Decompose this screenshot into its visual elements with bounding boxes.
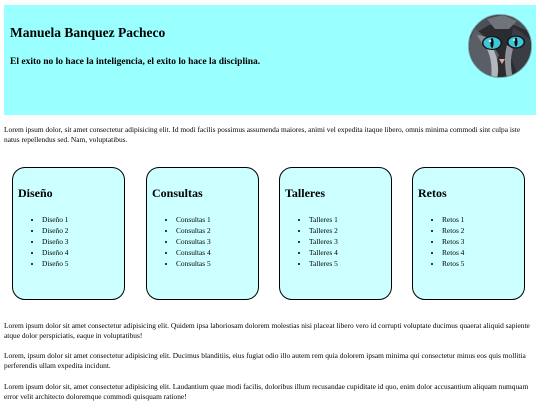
list-item: • Consultas 1 [176, 214, 211, 225]
list-item: • Consultas 2 [176, 225, 211, 236]
card-title: Consultas [152, 186, 203, 200]
cat-face-icon [469, 15, 532, 78]
list-item: • Consultas 3 [176, 236, 211, 247]
card-list [31, 214, 68, 269]
list-item: • Retos 3 [442, 236, 464, 247]
list-item: • Diseño 1 [42, 214, 68, 225]
list-item: • Talleres 4 [309, 247, 338, 258]
avatar [468, 14, 532, 78]
list-item: • Talleres 3 [309, 236, 338, 247]
list-item: • Retos 4 [442, 247, 464, 258]
profile-header [4, 5, 536, 115]
list-item: • Retos 2 [442, 225, 464, 236]
list-item: • Consultas 4 [176, 247, 211, 258]
card-list [298, 214, 338, 269]
service-card-retos [412, 167, 525, 300]
list-item: • Diseño 5 [42, 258, 68, 269]
card-list [165, 214, 211, 269]
card-list [431, 214, 464, 269]
body-paragraph-1: Lorem ipsum dolor sit amet consectetur adipisicing elit. Quidem ipsa laboriosam dolorem molestias nisi placeat libero vero id corrupti voluptate ducimus quaerat aliquid sapiente atque dolor perspiciatis, eaque in voluptatibus! [4, 321, 530, 340]
body-paragraph-3: Lorem ipsum dolor sit, amet consectetur adipisicing elit. Laudantium quae modi facilis, doloribus illum recusandae cupiditate id quo, enim dolor accusantium aliquam numquam error velit architecto doloremque commodi quisquam ratione! [4, 382, 529, 401]
list-item: • Retos 5 [442, 258, 464, 269]
list-item: • Retos 1 [442, 214, 464, 225]
service-card-diseno [12, 167, 125, 300]
profile-motto: El exito no lo hace la inteligencia, el exito lo hace la disciplina. [10, 57, 261, 67]
service-card-talleres [279, 167, 392, 300]
list-item: • Diseño 3 [42, 236, 68, 247]
list-item: • Consultas 5 [176, 258, 211, 269]
list-item: • Diseño 4 [42, 247, 68, 258]
list-item: • Talleres 2 [309, 225, 338, 236]
card-title: Talleres [285, 186, 326, 200]
list-item: • Diseño 2 [42, 225, 68, 236]
profile-name: Manuela Banquez Pacheco [10, 25, 166, 40]
card-title: Diseño [18, 186, 53, 200]
service-card-consultas [146, 167, 259, 300]
list-item: • Talleres 1 [309, 214, 338, 225]
card-title: Retos [418, 186, 447, 200]
intro-paragraph: Lorem ipsum dolor, sit amet consectetur adipisicing elit. Id modi facilis possimus assumenda maiores, animi vel expedita itaque libero, omnis minima commodi sint culpa iste natus repellendus sed. Nam, voluptatibus. [4, 125, 521, 144]
list-item: • Talleres 5 [309, 258, 338, 269]
body-paragraph-2: Lorem, ipsum dolor sit amet consectetur adipisicing elit. Ducimus blanditiis, eius fugiat odio illo autem rem quia dolorem ipsam minima qui consectetur minus eos quis mollitia perferendis ullam expedita incidunt. [4, 351, 526, 370]
